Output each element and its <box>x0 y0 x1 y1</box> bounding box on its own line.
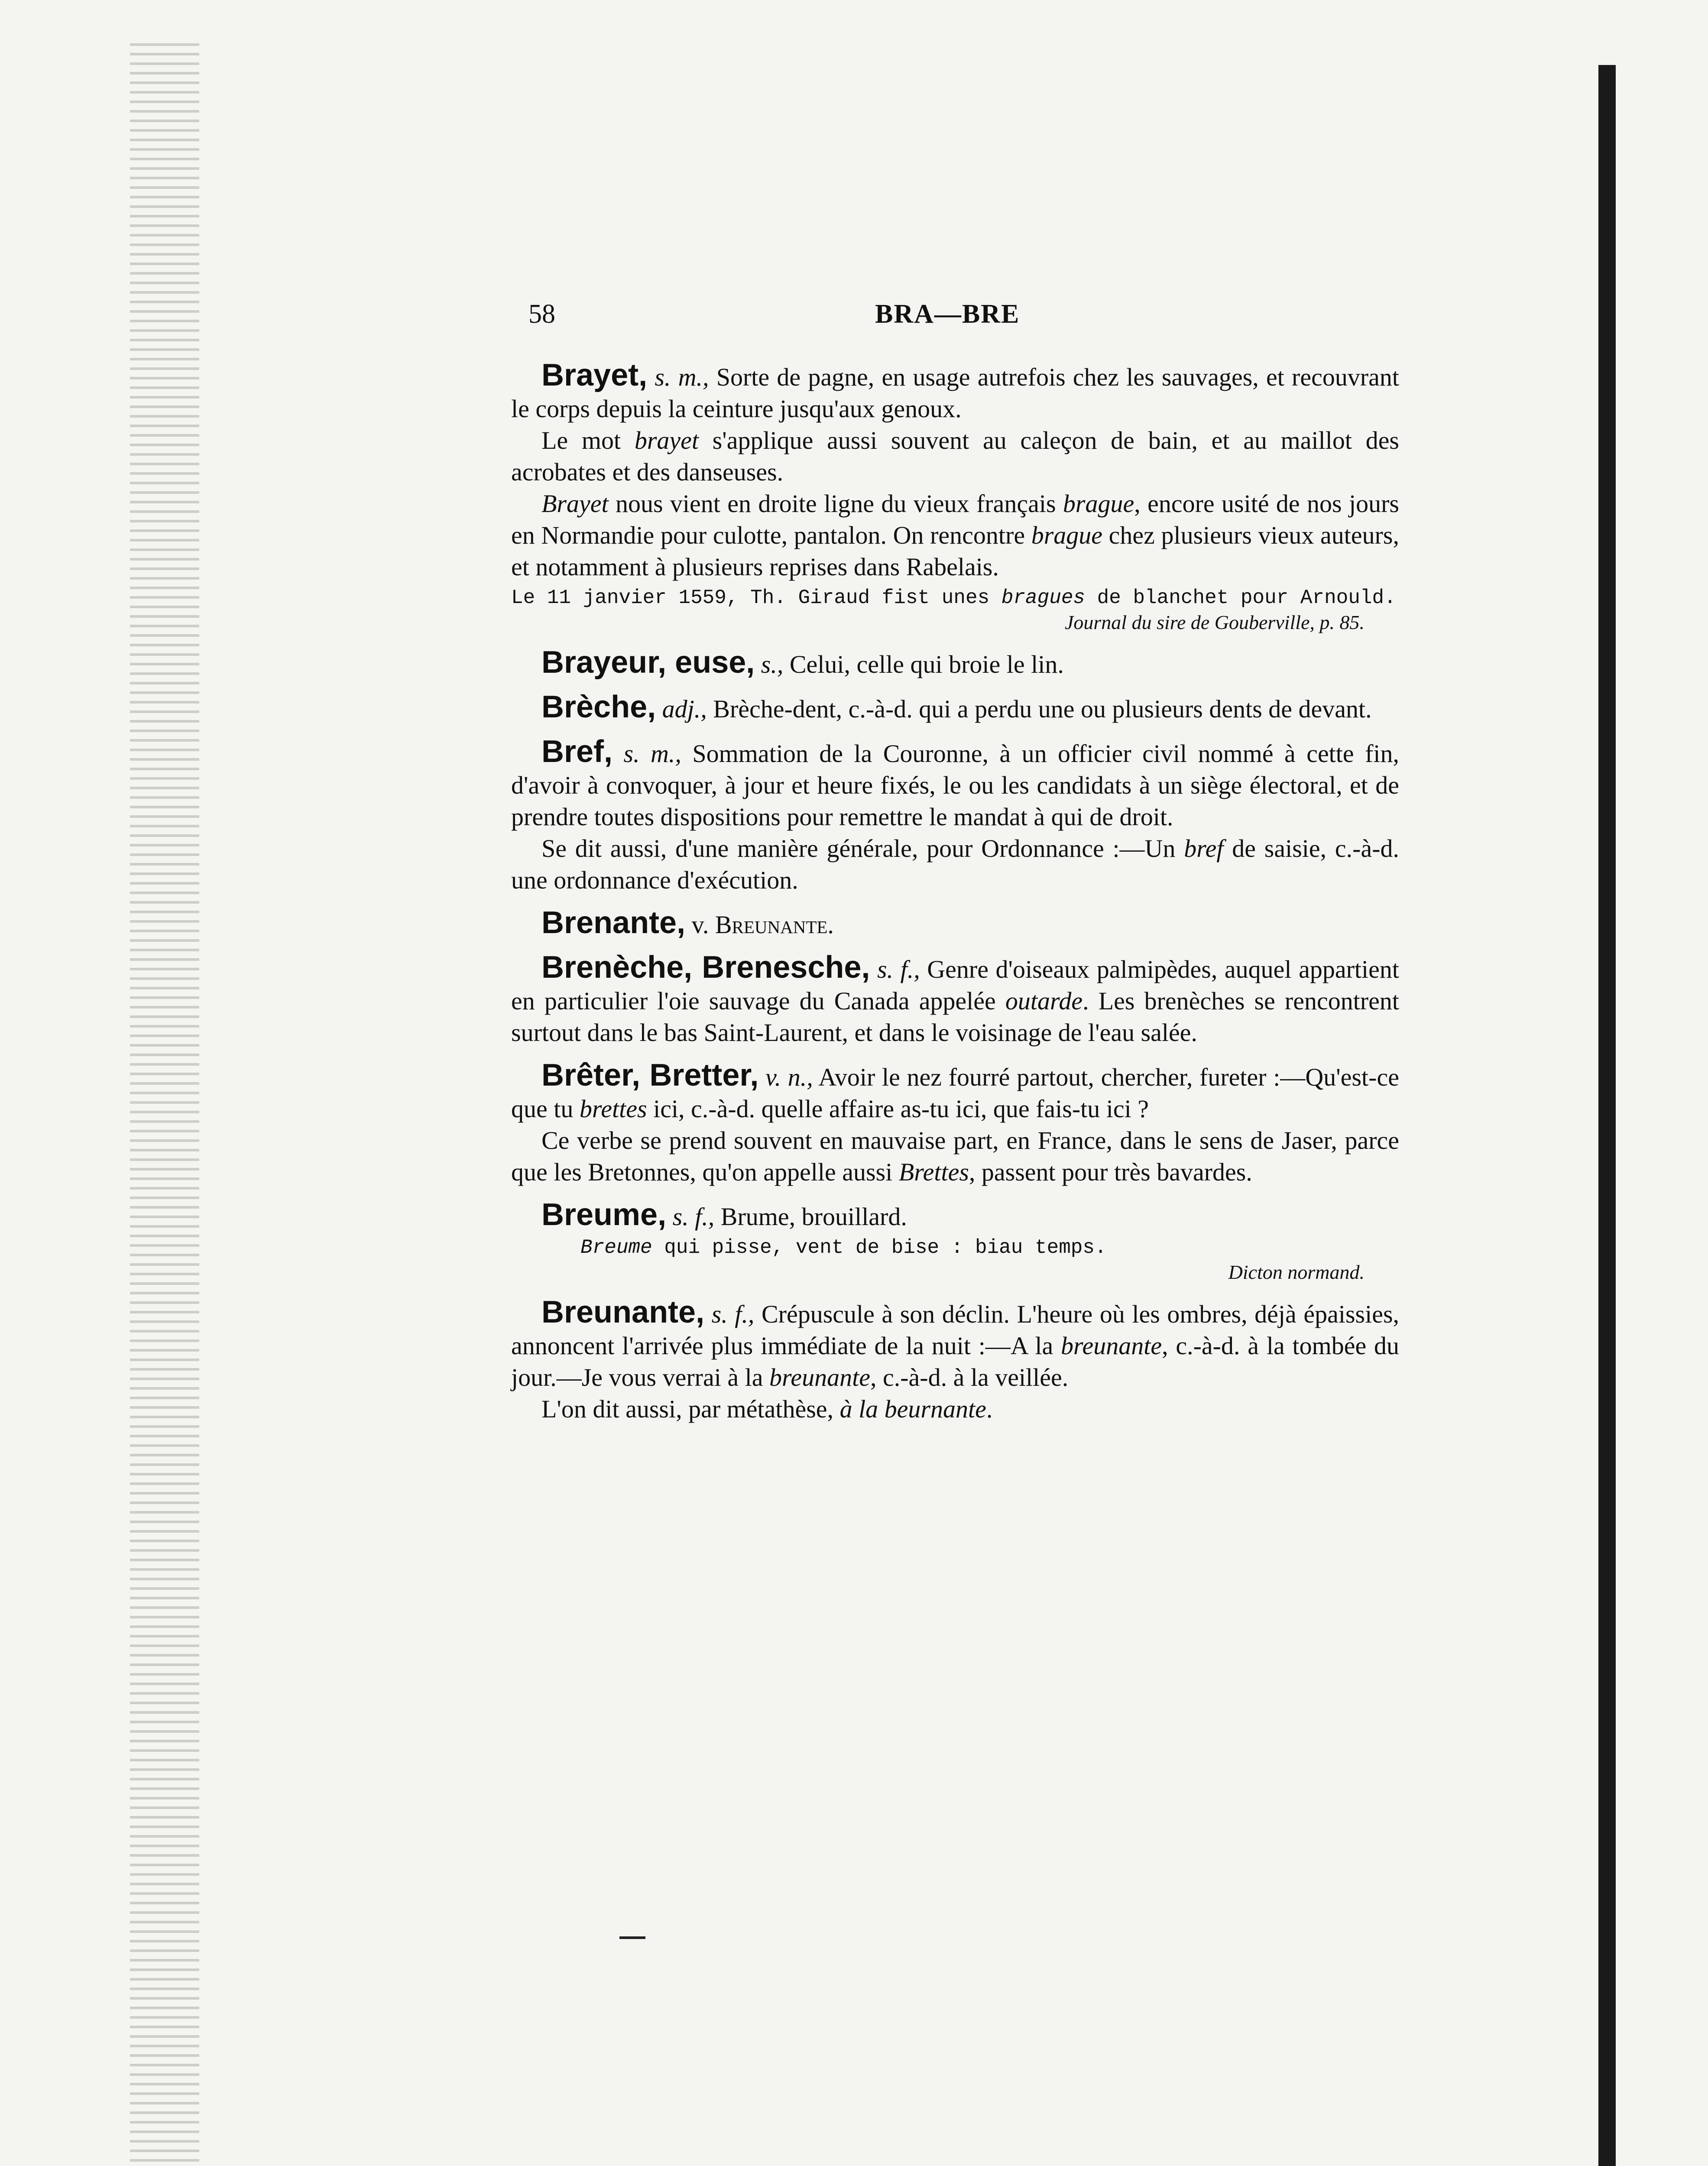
grammar-tag: s. f., <box>672 1203 715 1231</box>
note-text: L'on dit aussi, par métathèse, <box>541 1395 840 1423</box>
grammar-tag: s. m., <box>655 363 709 391</box>
definition-text: Sommation de la Couronne, à un officier civil nommé à cette fin, d'avoir à convoquer, à jour et heure fixés, le ou les candidats à un siège électoral, et de prendre toutes dispositions pour remettre le mandat à qui de droit. <box>511 739 1400 831</box>
entry-breunante <box>511 1297 1399 1425</box>
grammar-tag: s., <box>761 650 784 678</box>
definition-text: , c.-à-d. à la tombée du jour.—Je vous verrai à la <box>511 1332 1399 1391</box>
definition-text: Sorte de pagne, en usage autrefois chez les sauvages, et recouvrant le corps depuis la ceinture jusqu'aux genoux. <box>511 363 1400 423</box>
grammar-tag: s. m., <box>623 739 681 768</box>
entry-brenante <box>511 907 1399 940</box>
headword: Bref, <box>541 734 613 769</box>
entry-brayet-citation <box>511 586 1399 610</box>
entry-bref <box>511 736 1399 896</box>
note-text: chez plusieurs vieux auteurs, et notamment à plusieurs reprises dans Rabelais. <box>511 521 1399 581</box>
proverb-word: Breume <box>580 1236 652 1259</box>
entry-brayet <box>511 360 1399 636</box>
entry-breneche-definition <box>511 952 1399 1048</box>
definition-text: ici, c.-à-d. quelle affaire as-tu ici, que fais-tu ici ? <box>647 1095 1149 1123</box>
note-word: à la beurnante <box>839 1395 986 1423</box>
page-number: 58 <box>528 299 555 329</box>
running-head <box>511 299 1399 360</box>
definition-text: Brèche-dent, c.-à-d. qui a perdu une ou plusieurs dents de devant. <box>713 695 1372 723</box>
entry-bref-note <box>511 833 1399 896</box>
cross-reference-link[interactable]: Breunante. <box>715 911 834 939</box>
entry-breume-proverb-source: Dicton normand. <box>1228 1261 1364 1283</box>
note-text: , encore usité de nos jours en Normandie pour culotte, pantalon. On rencontre <box>511 490 1399 549</box>
proverb-text: qui pisse, vent de bise : biau temps. <box>652 1236 1107 1259</box>
source-title: Journal du sire de Gouberville <box>1064 611 1310 633</box>
note-text: Se dit aussi, d'une manière générale, pour Ordonnance :—Un <box>541 834 1184 863</box>
note-text: Ce verbe se prend souvent en mauvaise part, en France, dans le sens de Jaser, parce que les Bretonnes, qu'on appelle aussi <box>511 1126 1399 1186</box>
entry-breche-definition <box>511 691 1399 725</box>
entry-breunante-definition <box>511 1297 1399 1393</box>
dictionary-page <box>511 299 1399 1436</box>
grammar-tag: adj., <box>662 695 707 723</box>
definition-word: breunante <box>1061 1332 1162 1360</box>
definition-text: Celui, celle qui broie le lin. <box>789 650 1064 678</box>
decorative-dash <box>619 1936 645 1939</box>
entry-brayet-note-1 <box>511 425 1399 488</box>
note-word: Brayet <box>541 490 609 518</box>
headword: Brayet, <box>541 358 648 392</box>
headword: Brenante, <box>541 905 686 940</box>
cross-reference-label: v. <box>691 911 715 939</box>
note-text: nous vient en droite ligne du vieux français <box>608 490 1063 518</box>
note-word: bref <box>1184 834 1224 863</box>
entry-breunante-note <box>511 1393 1399 1425</box>
note-word: brague <box>1063 490 1134 518</box>
definition-text: Brume, brouillard. <box>720 1203 907 1231</box>
page-heading: BRA—BRE <box>875 299 1020 329</box>
headword: Brêter, Bretter, <box>541 1058 759 1093</box>
note-text: de saisie, c.-à-d. une ordonnance d'exécution. <box>511 834 1400 894</box>
citation-text: de blanchet pour Arnould. <box>1085 587 1396 609</box>
note-text: . <box>986 1395 993 1423</box>
entry-breter-note <box>511 1125 1399 1188</box>
definition-word: breunante <box>769 1363 870 1391</box>
definition-text: Avoir le nez fourré partout, chercher, fureter :—Qu'est-ce que tu <box>511 1063 1399 1123</box>
entry-brenante-definition <box>511 907 1399 940</box>
note-word: brague <box>1031 521 1103 549</box>
entry-brayeur-definition <box>511 647 1399 680</box>
definition-word: brettes <box>579 1095 647 1123</box>
note-text: Le mot <box>541 426 635 454</box>
entry-breneche <box>511 952 1399 1048</box>
entry-brayet-note-2 <box>511 488 1399 583</box>
entry-brayet-citation-source <box>511 610 1399 636</box>
headword: Brenèche, Brenesche, <box>541 950 870 985</box>
note-word: Brettes <box>898 1158 969 1186</box>
headword: Breunante, <box>541 1295 705 1329</box>
entry-breume-definition <box>511 1199 1399 1232</box>
definition-word: outarde <box>1005 987 1083 1015</box>
headword: Breume, <box>541 1197 667 1232</box>
grammar-tag: s. f., <box>711 1300 755 1328</box>
scan-right-edge-shadow <box>1598 65 1616 2166</box>
entry-breume <box>511 1199 1399 1285</box>
note-text: , passent pour très bavardes. <box>969 1158 1252 1186</box>
definition-text: , c.-à-d. à la veillée. <box>870 1363 1069 1391</box>
definition-text: . Les brenèches se rencontrent surtout dans le bas Saint-Laurent, et dans le voisinage de l'eau salée. <box>511 987 1399 1047</box>
headword: Brèche, <box>541 690 656 724</box>
entry-breume-proverb <box>511 1236 1399 1259</box>
definition-text: Genre d'oiseaux palmipèdes, auquel appartient en particulier l'oie sauvage du Canada appelée <box>511 955 1399 1015</box>
definition-text: Crépuscule à son déclin. L'heure où les ombres, déjà épaissies, annoncent l'arrivée plus immédiate de la nuit :—A la <box>511 1300 1400 1360</box>
headword: Brayeur, euse, <box>541 645 755 680</box>
entry-breter-definition <box>511 1060 1399 1125</box>
entry-brayeur <box>511 647 1399 680</box>
note-text: s'applique aussi souvent au caleçon de bain, et au maillot des acrobates et des danseuses. <box>511 426 1400 486</box>
grammar-tag: s. f., <box>877 955 920 983</box>
citation-text: Le 11 janvier 1559, Th. Giraud fist unes <box>511 587 1001 609</box>
scan-left-margin-noise <box>130 43 199 2166</box>
entry-bref-definition <box>511 736 1399 833</box>
note-word: brayet <box>634 426 699 454</box>
entry-breche <box>511 691 1399 725</box>
entry-breter <box>511 1060 1399 1188</box>
entry-brayet-definition <box>511 360 1399 425</box>
source-page: , p. 85. <box>1309 611 1364 633</box>
citation-word: bragues <box>1001 587 1086 609</box>
grammar-tag: v. n., <box>765 1063 813 1091</box>
